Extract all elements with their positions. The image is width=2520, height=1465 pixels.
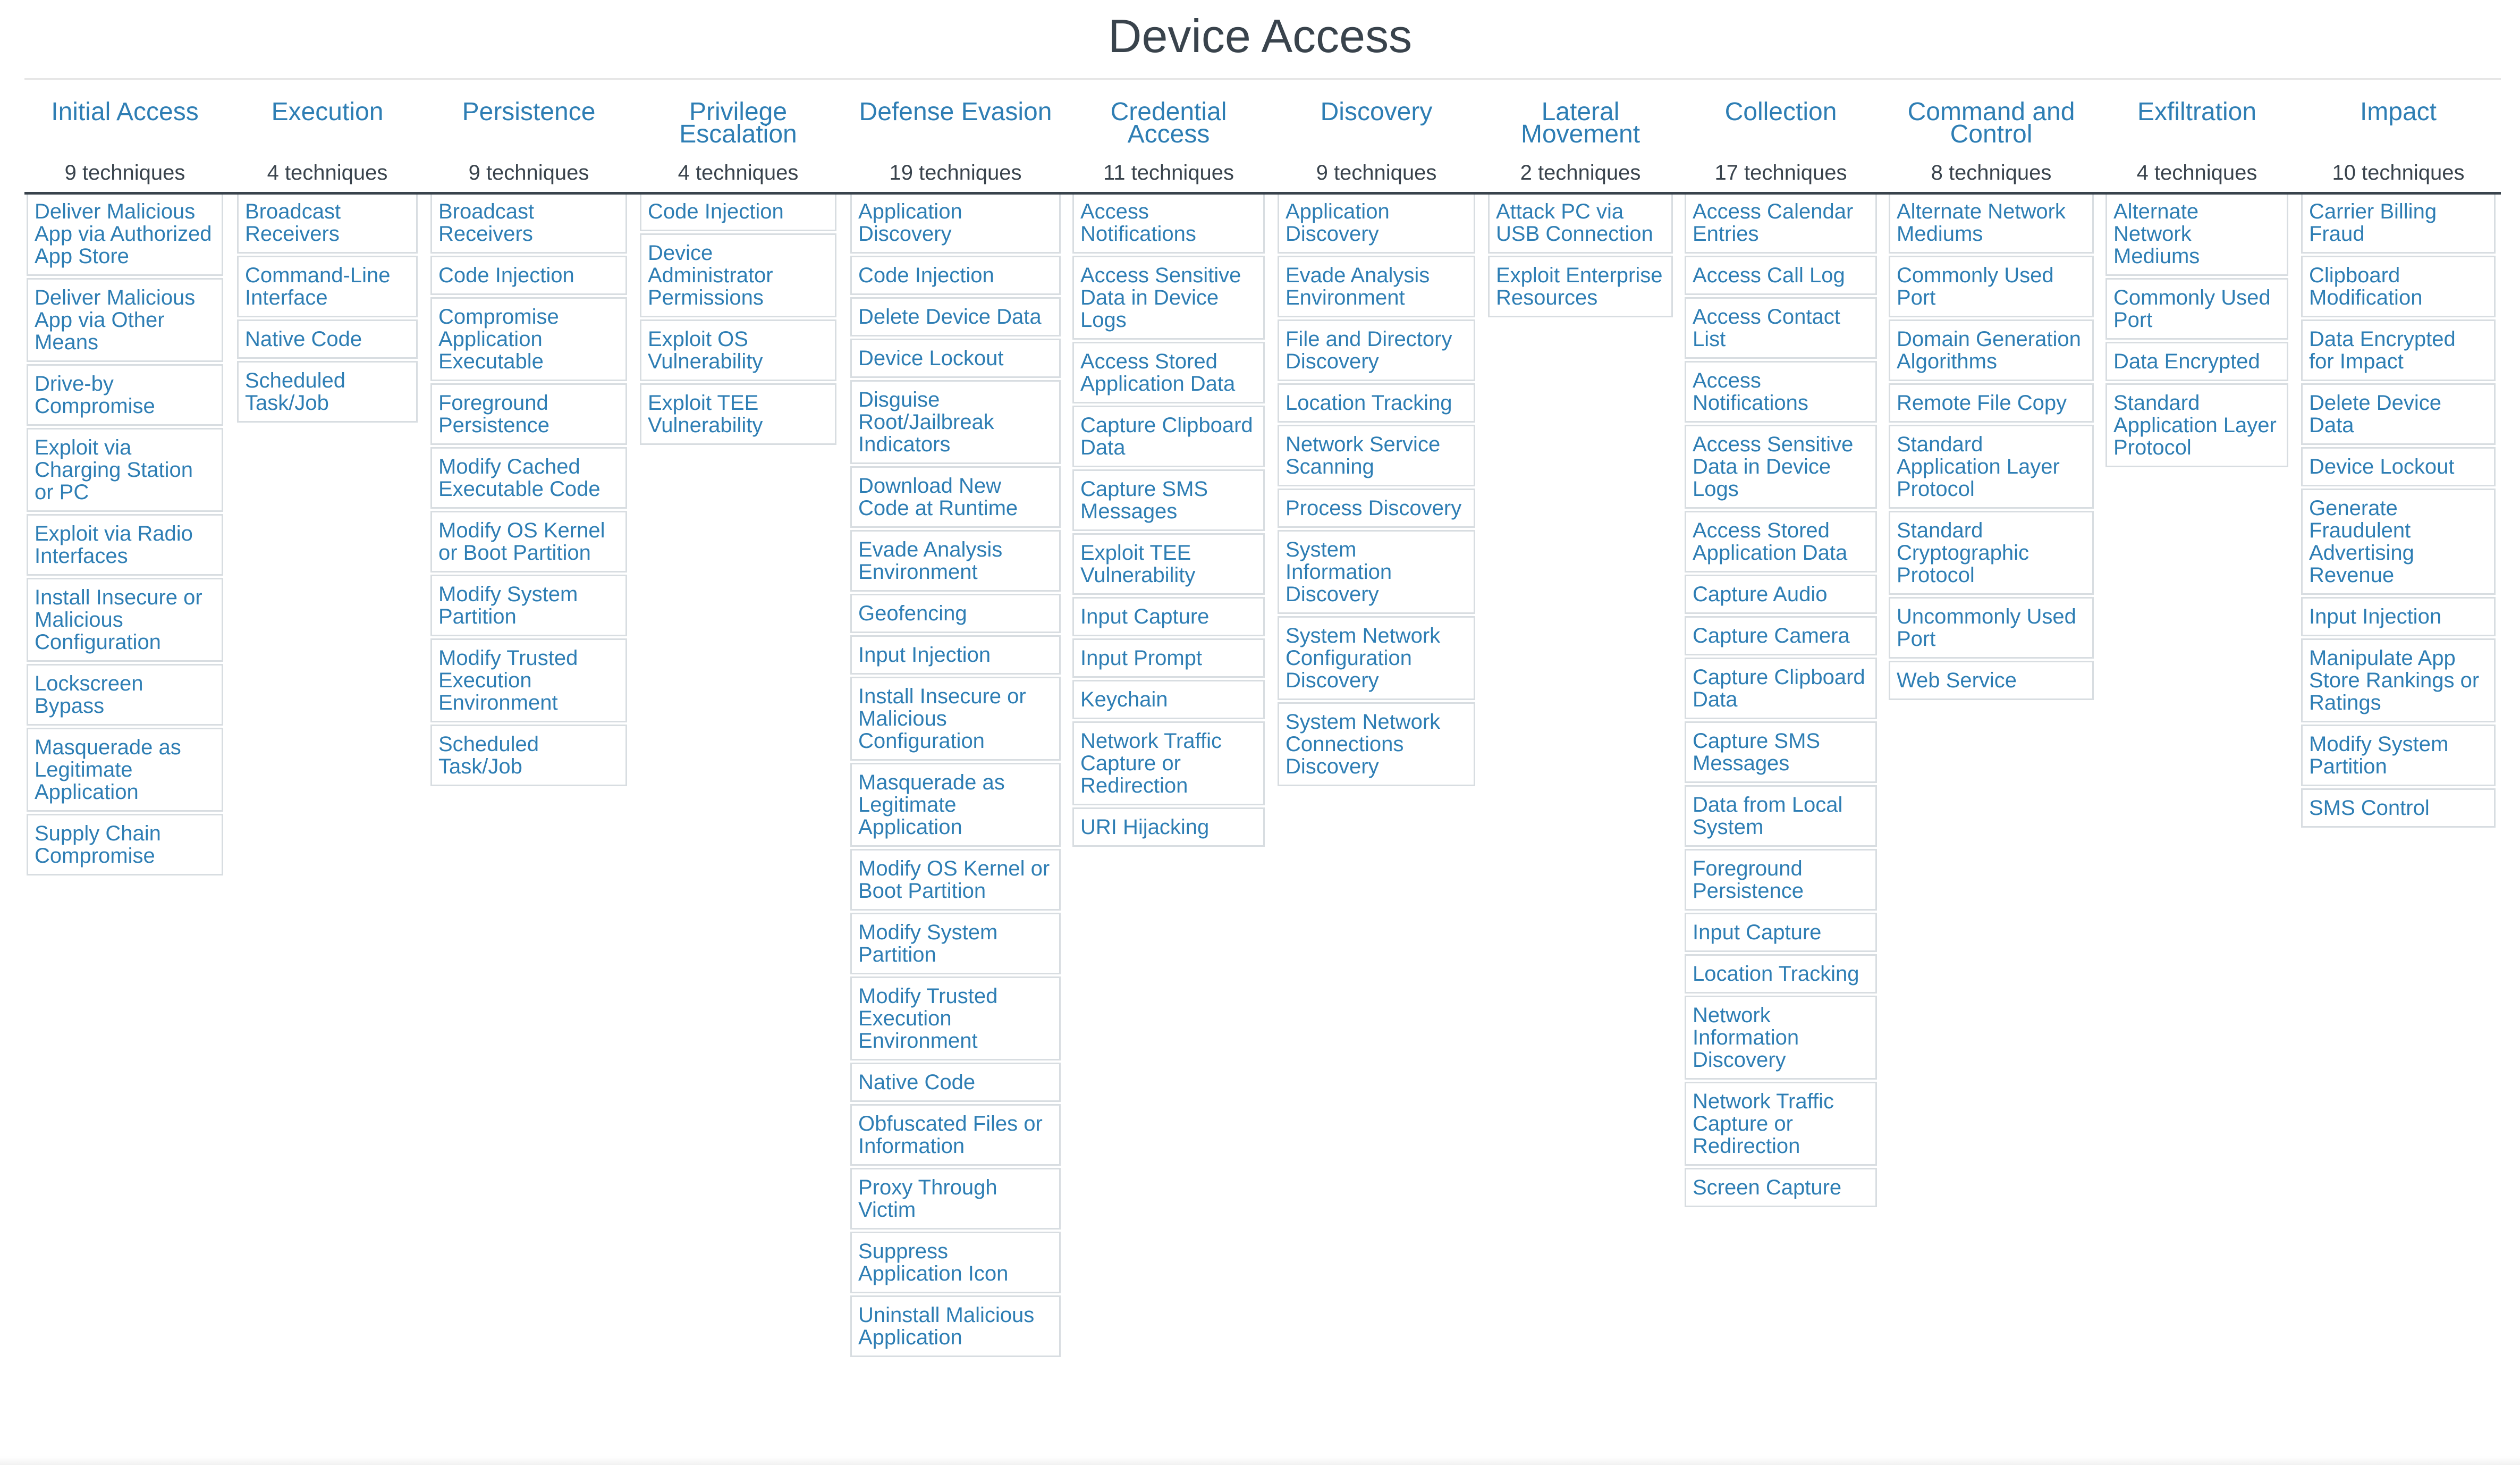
- technique-cell[interactable]: Install Insecure or Malicious Configuration: [850, 677, 1061, 761]
- technique-cell[interactable]: Drive-by Compromise: [27, 364, 223, 426]
- technique-cell[interactable]: Compromise Application Executable: [430, 297, 627, 381]
- technique-cell[interactable]: Access Contact List: [1685, 297, 1877, 359]
- technique-cell[interactable]: Access Sensitive Data in Device Logs: [1072, 256, 1265, 340]
- technique-cell[interactable]: Uncommonly Used Port: [1889, 597, 2094, 659]
- technique-cell[interactable]: Access Notifications: [1072, 192, 1265, 254]
- technique-list: [430, 192, 627, 788]
- technique-list: [2105, 192, 2288, 469]
- technique-cell[interactable]: Delete Device Data: [2301, 383, 2496, 445]
- technique-count: 10 techniques: [2332, 161, 2465, 184]
- technique-count: 9 techniques: [64, 161, 185, 184]
- technique-cell[interactable]: Access Sensitive Data in Device Logs: [1685, 425, 1877, 509]
- technique-cell[interactable]: Capture SMS Messages: [1072, 469, 1265, 531]
- technique-cell[interactable]: Capture Camera: [1685, 616, 1877, 655]
- technique-cell[interactable]: Input Injection: [2301, 597, 2496, 636]
- technique-cell[interactable]: Lockscreen Bypass: [27, 664, 223, 726]
- technique-cell[interactable]: Application Discovery: [850, 192, 1061, 254]
- technique-cell[interactable]: Delete Device Data: [850, 297, 1061, 336]
- technique-cell[interactable]: Process Discovery: [1278, 489, 1475, 528]
- tactic-header-persistence[interactable]: Persistence: [462, 98, 596, 126]
- technique-cell[interactable]: System Information Discovery: [1278, 530, 1475, 614]
- technique-cell[interactable]: Capture Audio: [1685, 575, 1877, 614]
- technique-cell[interactable]: File and Directory Discovery: [1278, 319, 1475, 381]
- technique-cell[interactable]: Alternate Network Mediums: [2105, 192, 2288, 276]
- technique-cell[interactable]: Evade Analysis Environment: [1278, 256, 1475, 317]
- technique-list: [1685, 192, 1877, 1209]
- technique-cell[interactable]: Alternate Network Mediums: [1889, 192, 2094, 254]
- technique-cell[interactable]: Input Prompt: [1072, 638, 1265, 678]
- tactic-header-defense-evasion[interactable]: Defense Evasion: [859, 98, 1052, 126]
- technique-cell[interactable]: Data from Local System: [1685, 785, 1877, 847]
- technique-cell[interactable]: Standard Cryptographic Protocol: [1889, 511, 2094, 595]
- technique-cell[interactable]: Screen Capture: [1685, 1168, 1877, 1207]
- tactic-header-initial-access[interactable]: Initial Access: [51, 98, 199, 126]
- page-title: Device Access: [1107, 10, 1413, 62]
- technique-cell[interactable]: Remote File Copy: [1889, 383, 2094, 423]
- technique-list: [850, 192, 1061, 1359]
- technique-cell[interactable]: Access Calendar Entries: [1685, 192, 1877, 254]
- header-divider: [24, 192, 2501, 195]
- technique-cell[interactable]: Access Stored Application Data: [1685, 511, 1877, 572]
- technique-cell[interactable]: Install Insecure or Malicious Configuration: [27, 578, 223, 662]
- technique-cell[interactable]: Download New Code at Runtime: [850, 466, 1061, 528]
- tactic-header-collection[interactable]: Collection: [1724, 98, 1837, 126]
- technique-list: [237, 192, 418, 425]
- technique-cell[interactable]: Network Service Scanning: [1278, 425, 1475, 486]
- technique-cell[interactable]: Exploit Enterprise Resources: [1488, 256, 1673, 317]
- technique-cell[interactable]: Suppress Application Icon: [850, 1232, 1061, 1293]
- tactic-header-lateral-movement[interactable]: Lateral Movement: [1520, 98, 1640, 148]
- technique-list: [640, 192, 836, 447]
- technique-cell[interactable]: Application Discovery: [1278, 192, 1475, 254]
- technique-cell[interactable]: Exploit TEE Vulnerability: [640, 383, 836, 445]
- technique-cell[interactable]: Masquerade as Legitimate Application: [27, 728, 223, 812]
- technique-cell[interactable]: Device Lockout: [2301, 447, 2496, 486]
- technique-cell[interactable]: Deliver Malicious App via Authorized App Store: [27, 192, 223, 276]
- technique-cell[interactable]: Modify Trusted Execution Environment: [850, 976, 1061, 1060]
- technique-cell[interactable]: Commonly Used Port: [2105, 278, 2288, 340]
- tactic-header-credential-access[interactable]: Credential Access: [1110, 98, 1227, 148]
- technique-cell[interactable]: Network Information Discovery: [1685, 996, 1877, 1080]
- technique-cell[interactable]: Capture Clipboard Data: [1685, 658, 1877, 719]
- technique-cell[interactable]: Location Tracking: [1685, 954, 1877, 993]
- technique-count: 9 techniques: [468, 161, 589, 184]
- technique-cell[interactable]: Commonly Used Port: [1889, 256, 2094, 317]
- technique-count: 19 techniques: [889, 161, 1022, 184]
- technique-list: [1072, 192, 1265, 849]
- technique-cell[interactable]: Modify System Partition: [850, 913, 1061, 974]
- technique-cell[interactable]: Code Injection: [640, 192, 836, 231]
- technique-cell[interactable]: Geofencing: [850, 594, 1061, 633]
- technique-cell[interactable]: Data Encrypted for Impact: [2301, 319, 2496, 381]
- technique-cell[interactable]: System Network Connections Discovery: [1278, 702, 1475, 786]
- technique-cell[interactable]: Proxy Through Victim: [850, 1168, 1061, 1230]
- technique-cell[interactable]: Data Encrypted: [2105, 342, 2288, 381]
- technique-cell[interactable]: SMS Control: [2301, 788, 2496, 828]
- technique-cell[interactable]: Manipulate App Store Rankings or Ratings: [2301, 638, 2496, 722]
- technique-cell[interactable]: Masquerade as Legitimate Application: [850, 763, 1061, 847]
- technique-cell[interactable]: Carrier Billing Fraud: [2301, 192, 2496, 254]
- technique-cell[interactable]: Broadcast Receivers: [430, 192, 627, 254]
- technique-cell[interactable]: Code Injection: [850, 256, 1061, 295]
- technique-cell[interactable]: Exploit via Radio Interfaces: [27, 514, 223, 576]
- technique-cell[interactable]: Location Tracking: [1278, 383, 1475, 423]
- tactic-header-execution[interactable]: Execution: [271, 98, 384, 126]
- technique-count: 11 techniques: [1103, 161, 1234, 184]
- technique-cell[interactable]: Modify Trusted Execution Environment: [430, 638, 627, 722]
- tactic-header-command-and-control[interactable]: Command and Control: [1907, 98, 2075, 148]
- technique-cell[interactable]: Uninstall Malicious Application: [850, 1295, 1061, 1357]
- tactic-header-discovery[interactable]: Discovery: [1320, 98, 1433, 126]
- technique-cell[interactable]: Native Code: [850, 1063, 1061, 1102]
- tactic-header-exfiltration[interactable]: Exfiltration: [2137, 98, 2257, 126]
- technique-cell[interactable]: Access Notifications: [1685, 361, 1877, 423]
- technique-cell[interactable]: Keychain: [1072, 680, 1265, 719]
- technique-cell[interactable]: Exploit TEE Vulnerability: [1072, 533, 1265, 595]
- technique-cell[interactable]: Modify OS Kernel or Boot Partition: [850, 849, 1061, 911]
- technique-cell[interactable]: Generate Fraudulent Advertising Revenue: [2301, 489, 2496, 595]
- technique-count: 17 techniques: [1714, 161, 1847, 184]
- technique-cell[interactable]: Capture SMS Messages: [1685, 721, 1877, 783]
- technique-list: [27, 192, 223, 878]
- technique-cell[interactable]: Device Lockout: [850, 339, 1061, 378]
- technique-cell[interactable]: Modify Cached Executable Code: [430, 447, 627, 509]
- technique-count: 4 techniques: [2136, 161, 2257, 184]
- technique-count: 9 techniques: [1316, 161, 1437, 184]
- technique-cell[interactable]: Attack PC via USB Connection: [1488, 192, 1673, 254]
- technique-list: [1278, 192, 1475, 788]
- technique-cell[interactable]: Scheduled Task/Job: [237, 361, 418, 423]
- technique-cell[interactable]: Evade Analysis Environment: [850, 530, 1061, 592]
- technique-cell[interactable]: Deliver Malicious App via Other Means: [27, 278, 223, 362]
- technique-cell[interactable]: Web Service: [1889, 661, 2094, 700]
- technique-cell[interactable]: Access Call Log: [1685, 256, 1877, 295]
- technique-count: 8 techniques: [1931, 161, 2052, 184]
- technique-cell[interactable]: Obfuscated Files or Information: [850, 1104, 1061, 1166]
- technique-cell[interactable]: Broadcast Receivers: [237, 192, 418, 254]
- technique-cell[interactable]: Input Capture: [1685, 913, 1877, 952]
- technique-count: 4 techniques: [267, 161, 388, 184]
- tactic-header-impact[interactable]: Impact: [2360, 98, 2437, 126]
- technique-cell[interactable]: Scheduled Task/Job: [430, 725, 627, 786]
- technique-cell[interactable]: Disguise Root/Jailbreak Indicators: [850, 380, 1061, 464]
- technique-cell[interactable]: Input Injection: [850, 635, 1061, 675]
- technique-count: 4 techniques: [678, 161, 799, 184]
- technique-cell[interactable]: Modify System Partition: [430, 575, 627, 636]
- technique-cell[interactable]: Input Capture: [1072, 597, 1265, 636]
- technique-cell[interactable]: Exploit OS Vulnerability: [640, 319, 836, 381]
- technique-cell[interactable]: Network Traffic Capture or Redirection: [1072, 721, 1265, 805]
- technique-cell[interactable]: Modify System Partition: [2301, 725, 2496, 786]
- technique-list: [1488, 192, 1673, 319]
- technique-cell[interactable]: Capture Clipboard Data: [1072, 406, 1265, 467]
- technique-list: [1889, 192, 2094, 702]
- technique-cell[interactable]: Native Code: [237, 319, 418, 359]
- technique-cell[interactable]: Network Traffic Capture or Redirection: [1685, 1082, 1877, 1166]
- technique-cell[interactable]: Clipboard Modification: [2301, 256, 2496, 317]
- technique-cell[interactable]: Code Injection: [430, 256, 627, 295]
- technique-cell[interactable]: Supply Chain Compromise: [27, 814, 223, 875]
- technique-cell[interactable]: Standard Application Layer Protocol: [1889, 425, 2094, 509]
- technique-cell[interactable]: Foreground Persistence: [1685, 849, 1877, 911]
- bottom-edge-shadow: [0, 1456, 2520, 1465]
- technique-cell[interactable]: Standard Application Layer Protocol: [2105, 383, 2288, 467]
- technique-cell[interactable]: Domain Generation Algorithms: [1889, 319, 2094, 381]
- tactic-header-privilege-escalation[interactable]: Privilege Escalation: [679, 98, 797, 148]
- technique-count: 2 techniques: [1520, 161, 1641, 184]
- technique-cell[interactable]: Exploit via Charging Station or PC: [27, 428, 223, 512]
- technique-cell[interactable]: Foreground Persistence: [430, 383, 627, 445]
- technique-cell[interactable]: Command-Line Interface: [237, 256, 418, 317]
- technique-cell[interactable]: Modify OS Kernel or Boot Partition: [430, 511, 627, 572]
- technique-list: [2301, 192, 2496, 830]
- technique-cell[interactable]: Access Stored Application Data: [1072, 342, 1265, 403]
- technique-cell[interactable]: URI Hijacking: [1072, 807, 1265, 847]
- technique-cell[interactable]: System Network Configuration Discovery: [1278, 616, 1475, 700]
- technique-cell[interactable]: Device Administrator Permissions: [640, 233, 836, 317]
